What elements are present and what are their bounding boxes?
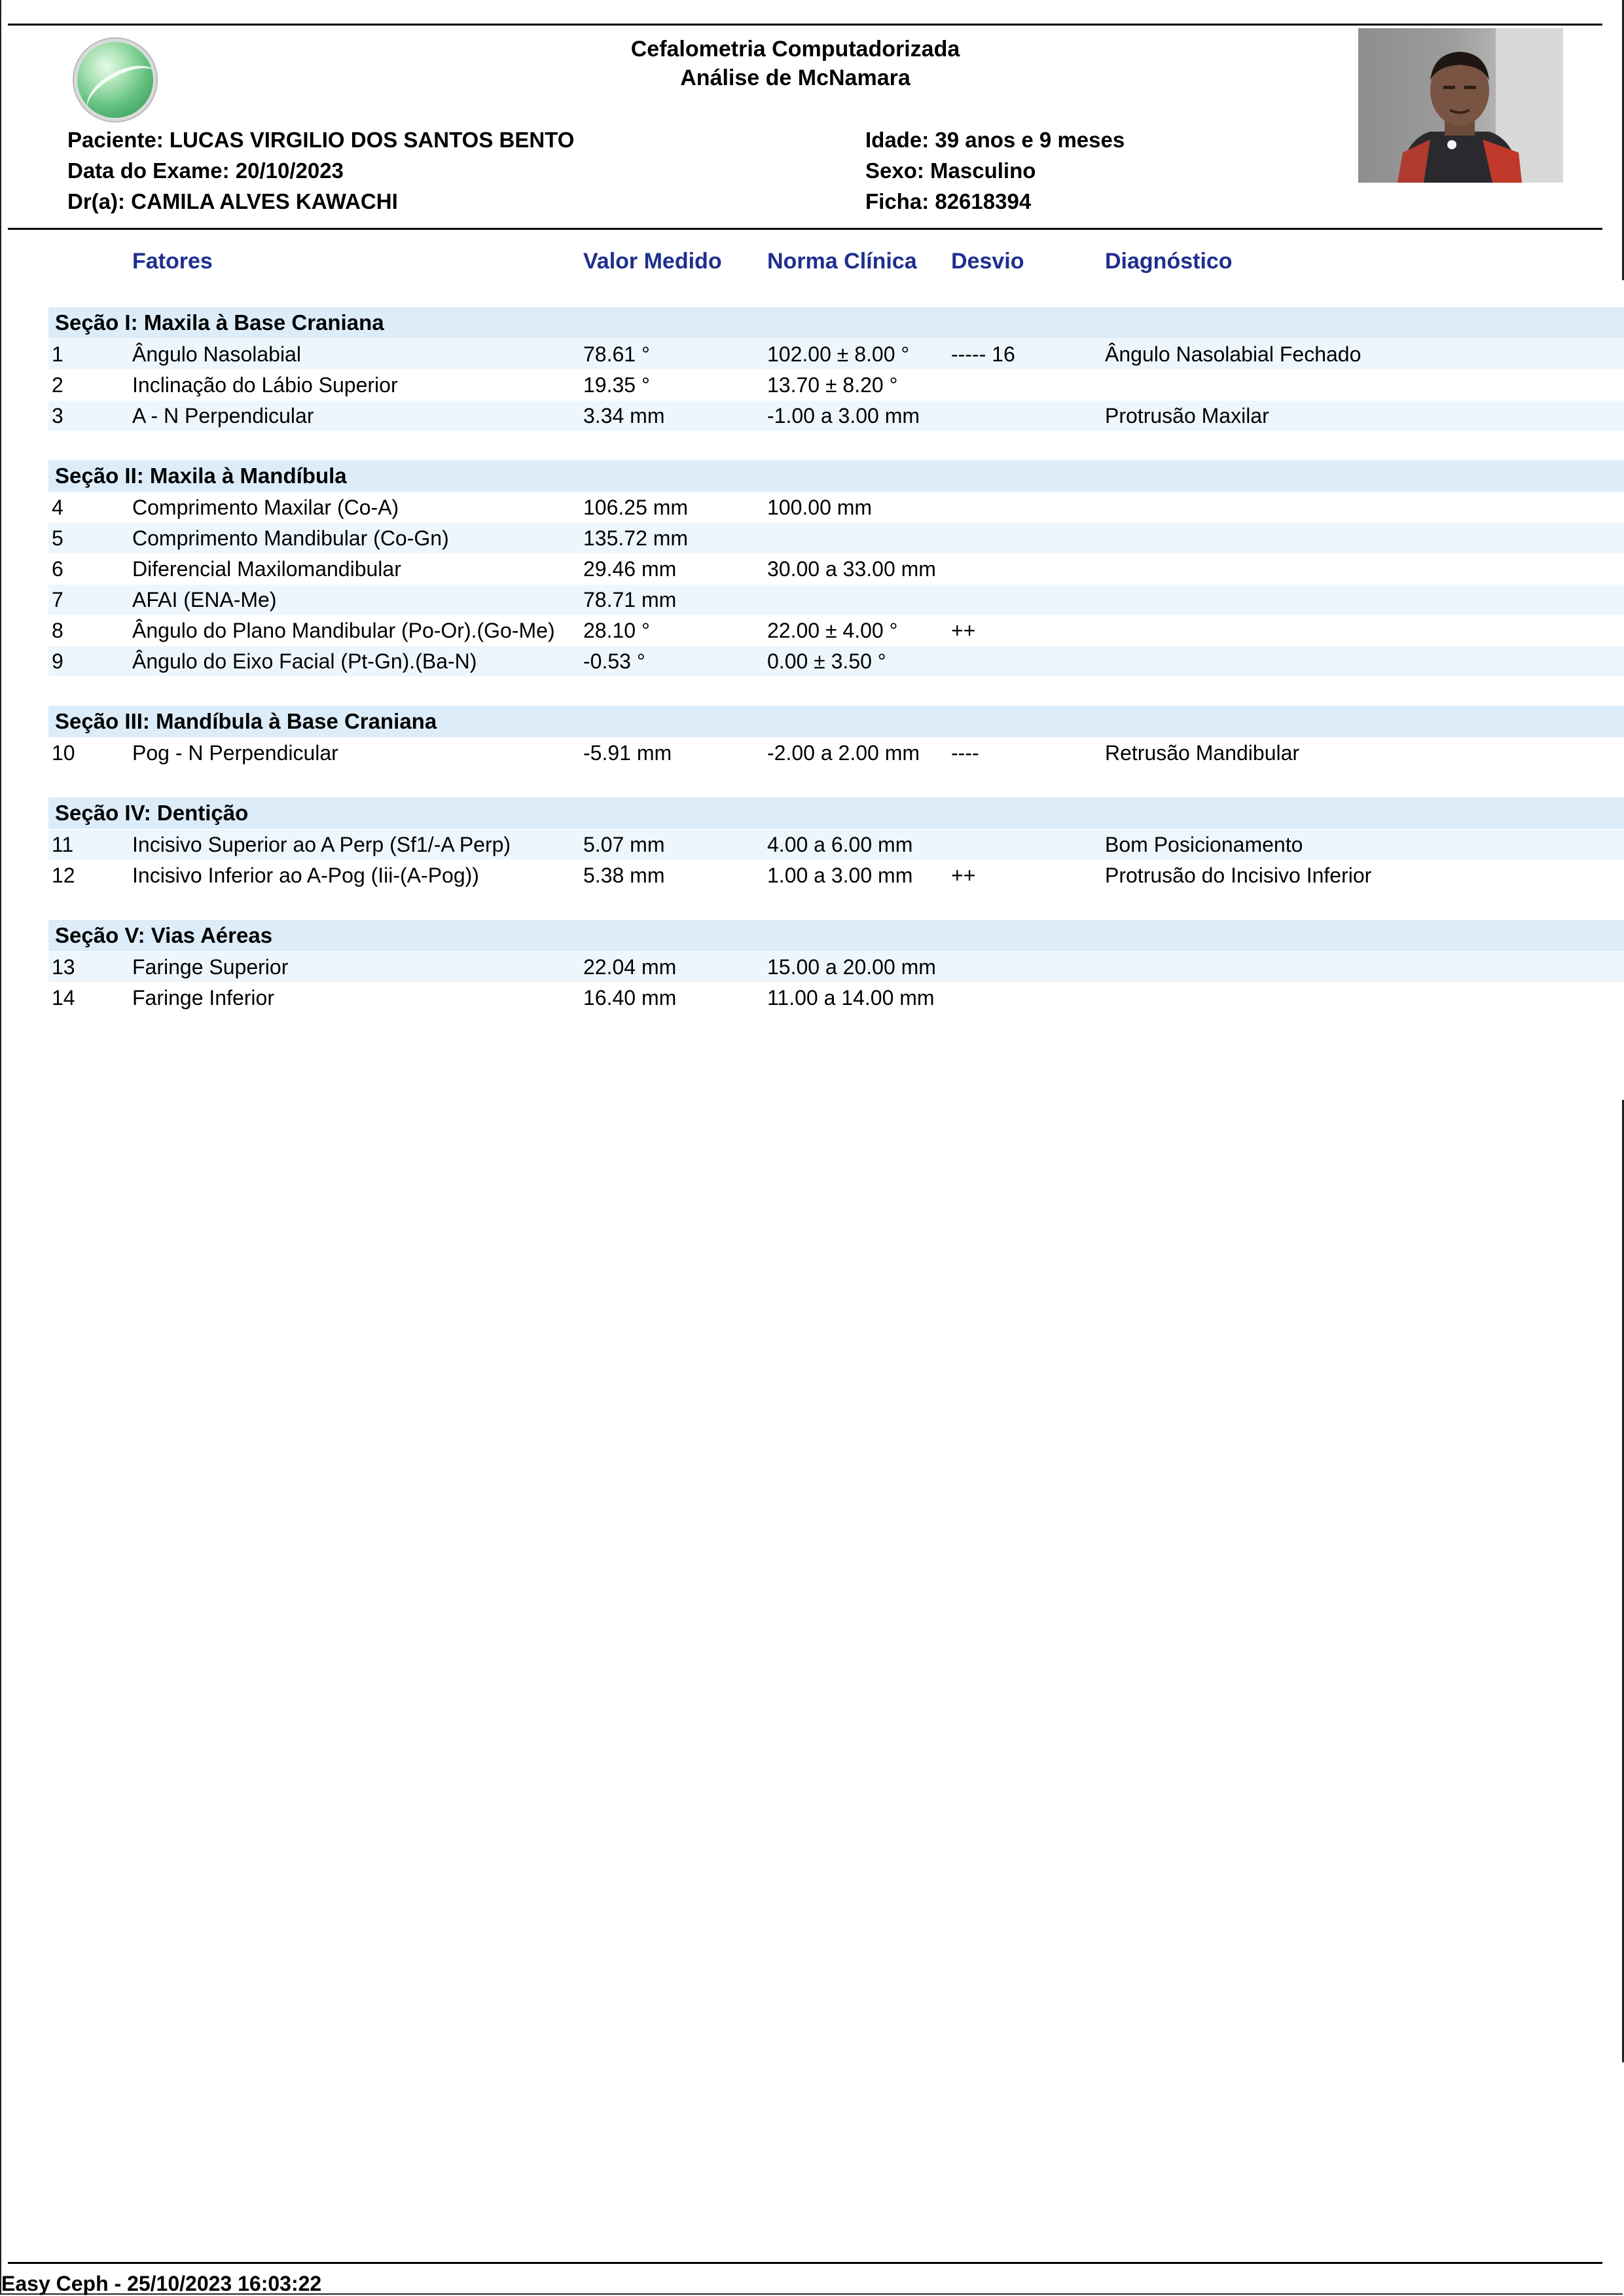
row-diagnosis: Protrusão do Incisivo Inferior	[1105, 864, 1372, 887]
row-norm: 30.00 a 33.00 mm	[767, 557, 936, 581]
patient-age: Idade: 39 anos e 9 meses	[865, 128, 1125, 152]
footer-timestamp: Easy Ceph - 25/10/2023 16:03:22	[1, 2272, 322, 2295]
row-norm: -1.00 a 3.00 mm	[767, 404, 920, 428]
row-norm: -2.00 a 2.00 mm	[767, 741, 920, 765]
row-number: 10	[52, 741, 75, 765]
row-factor: Diferencial Maxilomandibular	[132, 557, 401, 581]
row-value: 28.10 °	[583, 619, 650, 642]
col-header-diagnostico: Diagnóstico	[1105, 249, 1233, 274]
row-norm: 100.00 mm	[767, 496, 873, 519]
row-value: 19.35 °	[583, 373, 650, 397]
col-header-fatores: Fatores	[132, 249, 213, 274]
table-row	[48, 983, 1624, 1013]
row-deviation: ----- 16	[951, 342, 1015, 366]
col-header-norma: Norma Clínica	[767, 249, 917, 274]
section-title: Seção IV: Dentição	[55, 801, 249, 825]
row-number: 4	[52, 496, 63, 519]
row-factor: Comprimento Maxilar (Co-A)	[132, 496, 399, 519]
row-factor: Ângulo Nasolabial	[132, 342, 301, 366]
row-value: 78.71 mm	[583, 588, 677, 611]
table-row	[48, 646, 1624, 676]
row-norm: 15.00 a 20.00 mm	[767, 955, 936, 979]
row-norm: 0.00 ± 3.50 °	[767, 649, 886, 673]
row-deviation: ++	[951, 864, 976, 887]
col-header-desvio: Desvio	[951, 249, 1024, 274]
row-factor: Pog - N Perpendicular	[132, 741, 338, 765]
row-number: 5	[52, 526, 63, 550]
row-norm: 102.00 ± 8.00 °	[767, 342, 910, 366]
row-value: 135.72 mm	[583, 526, 689, 550]
table-row	[48, 554, 1624, 584]
table-row	[48, 952, 1624, 982]
row-factor: Faringe Inferior	[132, 986, 274, 1010]
table-row	[48, 860, 1624, 890]
row-factor: Ângulo do Eixo Facial (Pt-Gn).(Ba-N)	[132, 649, 477, 673]
row-number: 1	[52, 342, 63, 366]
section-title: Seção V: Vias Aéreas	[55, 923, 273, 947]
clinic-logo	[77, 42, 153, 118]
report-title: Cefalometria Computadorizada	[630, 37, 960, 62]
row-diagnosis: Ângulo Nasolabial Fechado	[1105, 342, 1362, 366]
table-row	[48, 829, 1624, 860]
row-diagnosis: Retrusão Mandibular	[1105, 741, 1300, 765]
row-number: 3	[52, 404, 63, 428]
section-title: Seção II: Maxila à Mandíbula	[55, 464, 347, 488]
table-row	[48, 401, 1624, 431]
table-row	[48, 523, 1624, 553]
table-row	[48, 615, 1624, 646]
row-value: 3.34 mm	[583, 404, 665, 428]
row-value: 5.07 mm	[583, 833, 665, 856]
row-number: 12	[52, 864, 75, 887]
row-number: 14	[52, 986, 75, 1010]
col-header-valor: Valor Medido	[583, 249, 722, 274]
section-title: Seção III: Mandíbula à Base Craniana	[55, 709, 437, 733]
row-number: 11	[52, 833, 74, 856]
header-bottom-rule	[8, 228, 1602, 230]
row-factor: A - N Perpendicular	[132, 404, 314, 428]
row-norm: 4.00 a 6.00 mm	[767, 833, 913, 856]
exam-date: Data do Exame: 20/10/2023	[67, 158, 344, 183]
patient-photo	[1358, 28, 1563, 183]
row-value: 78.61 °	[583, 342, 650, 366]
row-norm: 1.00 a 3.00 mm	[767, 864, 913, 887]
patient-name: Paciente: LUCAS VIRGILIO DOS SANTOS BENTO	[67, 128, 575, 152]
row-norm: 22.00 ± 4.00 °	[767, 619, 898, 642]
row-value: 16.40 mm	[583, 986, 677, 1010]
row-number: 9	[52, 649, 63, 673]
record-number: Ficha: 82618394	[865, 189, 1032, 213]
section-band	[48, 920, 1624, 951]
row-deviation: ++	[951, 619, 976, 642]
row-value: 106.25 mm	[583, 496, 689, 519]
row-factor: Comprimento Mandibular (Co-Gn)	[132, 526, 449, 550]
header-top-rule	[8, 24, 1602, 26]
table-row	[48, 492, 1624, 522]
table-row	[48, 339, 1624, 369]
row-norm: 13.70 ± 8.20 °	[767, 373, 898, 397]
row-value: -5.91 mm	[583, 741, 672, 765]
row-value: 5.38 mm	[583, 864, 665, 887]
row-deviation: ----	[951, 741, 979, 765]
section-band	[48, 797, 1624, 829]
row-value: 22.04 mm	[583, 955, 677, 979]
row-factor: Incisivo Inferior ao A-Pog (Iii-(A-Pog))	[132, 864, 479, 887]
row-factor: Incisivo Superior ao A Perp (Sf1/-A Perp)	[132, 833, 511, 856]
row-factor: Faringe Superior	[132, 955, 289, 979]
table-row	[48, 370, 1624, 400]
row-number: 8	[52, 619, 63, 642]
analysis-title: Análise de McNamara	[680, 65, 911, 90]
row-diagnosis: Protrusão Maxilar	[1105, 404, 1269, 428]
patient-sex: Sexo: Masculino	[865, 158, 1036, 183]
table-row	[48, 585, 1624, 615]
doctor-name: Dr(a): CAMILA ALVES KAWACHI	[67, 189, 398, 213]
row-number: 6	[52, 557, 63, 581]
row-factor: Ângulo do Plano Mandibular (Po-Or).(Go-Me)	[132, 619, 555, 642]
row-value: 29.46 mm	[583, 557, 677, 581]
row-number: 13	[52, 955, 75, 979]
row-factor: AFAI (ENA-Me)	[132, 588, 277, 611]
row-number: 7	[52, 588, 63, 611]
section-title: Seção I: Maxila à Base Craniana	[55, 310, 384, 335]
table-row	[48, 738, 1624, 768]
footer-rule	[8, 2262, 1602, 2264]
row-number: 2	[52, 373, 63, 397]
row-norm: 11.00 a 14.00 mm	[767, 986, 935, 1010]
row-factor: Inclinação do Lábio Superior	[132, 373, 398, 397]
row-diagnosis: Bom Posicionamento	[1105, 833, 1303, 856]
row-value: -0.53 °	[583, 649, 645, 673]
